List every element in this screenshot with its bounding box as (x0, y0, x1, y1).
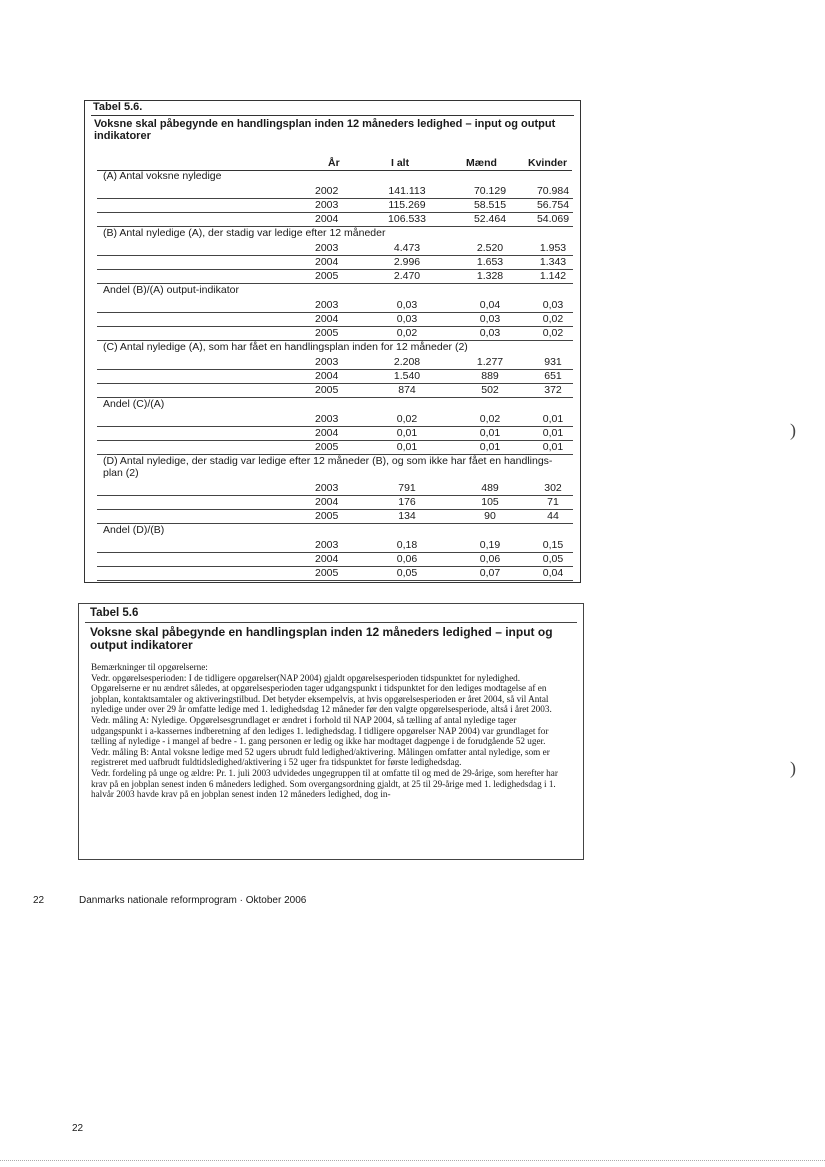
table-row (97, 553, 573, 567)
section-label: Andel (C)/(A) (103, 398, 165, 410)
women-cell: 56.754 (536, 199, 570, 211)
total-cell: 0,01 (396, 441, 418, 453)
note-paragraph: Bemærkninger til opgørelserne: (91, 662, 208, 672)
divider (85, 622, 577, 623)
women-cell: 0,01 (542, 441, 564, 453)
total-cell: 0,03 (396, 313, 418, 325)
header-total: I alt (391, 157, 410, 169)
table-row (97, 356, 573, 370)
total-cell: 0,18 (396, 539, 418, 551)
men-cell: 0,01 (479, 441, 501, 453)
header-year: År (328, 157, 340, 169)
table-label: Tabel 5.6 (90, 607, 139, 619)
men-cell: 0,04 (479, 299, 501, 311)
year-cell: 2004 (315, 553, 339, 565)
women-cell: 651 (544, 370, 562, 382)
note-paragraph: Vedr. måling A: Nyledige. Opgørelsesgrundlaget er ændret i forhold til NAP 2004, så tælling af antal nyledige tager udgangspunkt i a-kassernes indberetning af den lediges 1. ledighedsdag. I tidligere opgørelser NAP 2004) var grundlaget for tælling af nyledige - i mangel af bedre - 1. gang personen er ledig og ikke har modtaget dagpenge i de forudgående 52 uger. (91, 714, 549, 747)
men-cell: 2.520 (476, 242, 504, 254)
table-row (97, 213, 573, 227)
year-cell: 2002 (315, 185, 339, 197)
note-paragraph: Vedr. måling B: Antal voksne ledige med 52 ugers ubrudt fuld ledighed/aktivering. Målingen omfatter antal nyledige, som er registreret med uafbrudt fuldtidsledighed/aktivering i 52 uger fra tidspunktet for første ledighedsdag. (91, 746, 550, 768)
year-cell: 2005 (315, 270, 339, 282)
men-cell: 0,02 (479, 413, 501, 425)
year-cell: 2005 (315, 567, 339, 579)
footer-page-number: 22 (33, 895, 45, 906)
year-cell: 2003 (315, 299, 339, 311)
men-cell: 58.515 (473, 199, 507, 211)
table-row (97, 256, 573, 270)
table-row (97, 199, 573, 213)
total-cell: 0,02 (396, 413, 418, 425)
women-cell: 44 (547, 510, 559, 522)
women-cell: 1.343 (539, 256, 567, 268)
table-title: Voksne skal påbegynde en handlingsplan inden 12 måneders ledighed – input og output indikatorer (94, 118, 556, 142)
margin-mark: ) (790, 420, 796, 440)
scan-edge (0, 1160, 825, 1161)
table-row (97, 567, 573, 581)
year-cell: 2003 (315, 482, 339, 494)
table-row (97, 270, 573, 284)
men-cell: 52.464 (473, 213, 507, 225)
women-cell: 302 (544, 482, 562, 494)
row-rule (97, 397, 573, 398)
row-rule (97, 580, 573, 581)
table-row (97, 384, 573, 398)
table-row (97, 327, 573, 341)
total-cell: 176 (398, 496, 416, 508)
total-cell: 874 (398, 384, 416, 396)
women-cell: 0,04 (542, 567, 564, 579)
section-label: plan (2) (103, 467, 139, 479)
women-cell: 0,02 (542, 313, 564, 325)
total-cell: 1.540 (393, 370, 421, 382)
table-row (97, 299, 573, 313)
year-cell: 2003 (315, 356, 339, 368)
table-row (97, 242, 573, 256)
men-cell: 1.328 (476, 270, 504, 282)
men-cell: 0,06 (479, 553, 501, 565)
year-cell: 2005 (315, 327, 339, 339)
section-label: (A) Antal voksne nyledige (103, 170, 222, 182)
women-cell: 0,01 (542, 413, 564, 425)
table-row (97, 313, 573, 327)
year-cell: 2003 (315, 539, 339, 551)
year-cell: 2003 (315, 242, 339, 254)
total-cell: 2.996 (393, 256, 421, 268)
total-cell: 141.113 (388, 185, 426, 197)
year-cell: 2004 (315, 313, 339, 325)
women-cell: 0,15 (542, 539, 564, 551)
total-cell: 0,03 (396, 299, 418, 311)
year-cell: 2004 (315, 496, 339, 508)
divider (91, 115, 574, 116)
margin-mark: ) (790, 758, 796, 778)
men-cell: 105 (481, 496, 499, 508)
men-cell: 489 (481, 482, 499, 494)
table-row (97, 482, 573, 496)
total-cell: 2.208 (393, 356, 421, 368)
men-cell: 502 (481, 384, 499, 396)
men-cell: 90 (484, 510, 496, 522)
total-cell: 0,02 (396, 327, 418, 339)
total-cell: 0,01 (396, 427, 418, 439)
year-cell: 2004 (315, 213, 339, 225)
men-cell: 1.653 (476, 256, 504, 268)
table-row (97, 413, 573, 427)
footer-text: Danmarks nationale reformprogram · Oktober 2006 (79, 895, 307, 906)
total-cell: 106.533 (388, 213, 426, 225)
note-paragraph: Vedr. opgørelsesperioden: I de tidligere opgørelser(NAP 2004) gjaldt opgørelsesperioden tidspunktet for nyledighed. Opgørelserne er nu ændret således, at opgørelsesperioden tager udgangspunkt i tidspunktet for den lediges modtagelse af en jobplan, kontaktsamtaler og aktiveringstilbud. Det betyder eksempelvis, at hvis opgørelsesperioden er året 2004, så vil Antal nyledige under over 29 år omfatte ledige med 1. ledighedsdag 12 måneder før den valgte opgørelsesperiode, altså i året 2003. (91, 672, 552, 715)
men-cell: 0,03 (479, 327, 501, 339)
year-cell: 2004 (315, 370, 339, 382)
table-title: Voksne skal påbegynde en handlingsplan inden 12 måneders ledighed – input og output indikatorer (90, 625, 553, 652)
note-paragraph: Vedr. fordeling på unge og ældre: Pr. 1. juli 2003 udvidedes ungegruppen til at omfatte til og med de 29-årige, som herefter har krav på en jobplan senest inden 6 måneders ledighed. Som overgangsordning gjaldt, at 25 til 29-årige med 1. ledighedsdag i 1. halvår 2003 havde krav på en jobplan senest inden 12 måneders ledighed, dog in- (91, 767, 558, 800)
section-label: (C) Antal nyledige (A), som har fået en handlingsplan inden for 12 måneder (2) (103, 341, 468, 353)
total-cell: 0,06 (396, 553, 418, 565)
table-label: Tabel 5.6. (93, 101, 143, 113)
women-cell: 0,05 (542, 553, 564, 565)
men-cell: 0,01 (479, 427, 501, 439)
year-cell: 2005 (315, 510, 339, 522)
year-cell: 2005 (315, 384, 339, 396)
table-row (97, 370, 573, 384)
women-cell: 0,01 (542, 427, 564, 439)
section-label: Andel (B)/(A) output-indikator (103, 284, 239, 296)
women-cell: 71 (547, 496, 559, 508)
men-cell: 0,03 (479, 313, 501, 325)
men-cell: 0,07 (479, 567, 501, 579)
table-row (97, 539, 573, 553)
table-row (97, 510, 573, 524)
women-cell: 0,03 (542, 299, 564, 311)
year-cell: 2005 (315, 441, 339, 453)
year-cell: 2003 (315, 199, 339, 211)
table-row (97, 427, 573, 441)
total-cell: 2.470 (393, 270, 421, 282)
notes-body (91, 662, 569, 800)
women-cell: 54.069 (536, 213, 570, 225)
women-cell: 931 (544, 356, 562, 368)
table-row (97, 496, 573, 510)
women-cell: 70.984 (536, 185, 570, 197)
row-rule (97, 523, 573, 524)
total-cell: 115.269 (388, 199, 426, 211)
total-cell: 791 (398, 482, 416, 494)
men-cell: 0,19 (479, 539, 501, 551)
year-cell: 2004 (315, 427, 339, 439)
year-cell: 2003 (315, 413, 339, 425)
women-cell: 372 (544, 384, 562, 396)
table-5-6-notes-box (78, 603, 584, 860)
bottom-page-number: 22 (72, 1123, 84, 1134)
header-men: Mænd (466, 157, 497, 169)
section-label: Andel (D)/(B) (103, 524, 165, 536)
men-cell: 1.277 (476, 356, 504, 368)
women-cell: 1.142 (539, 270, 567, 282)
men-cell: 70.129 (473, 185, 507, 197)
year-cell: 2004 (315, 256, 339, 268)
total-cell: 134 (398, 510, 416, 522)
header-women: Kvinder (528, 157, 568, 169)
total-cell: 4.473 (393, 242, 421, 254)
table-row (97, 441, 573, 455)
total-cell: 0,05 (396, 567, 418, 579)
table-5-6-box (84, 100, 581, 583)
section-label: (B) Antal nyledige (A), der stadig var ledige efter 12 måneder (103, 227, 386, 239)
women-cell: 1.953 (539, 242, 567, 254)
women-cell: 0,02 (542, 327, 564, 339)
section-label: (D) Antal nyledige, der stadig var ledige efter 12 måneder (B), og som ikke har fået en handlings- (103, 455, 553, 467)
men-cell: 889 (481, 370, 499, 382)
table-row (97, 185, 573, 199)
